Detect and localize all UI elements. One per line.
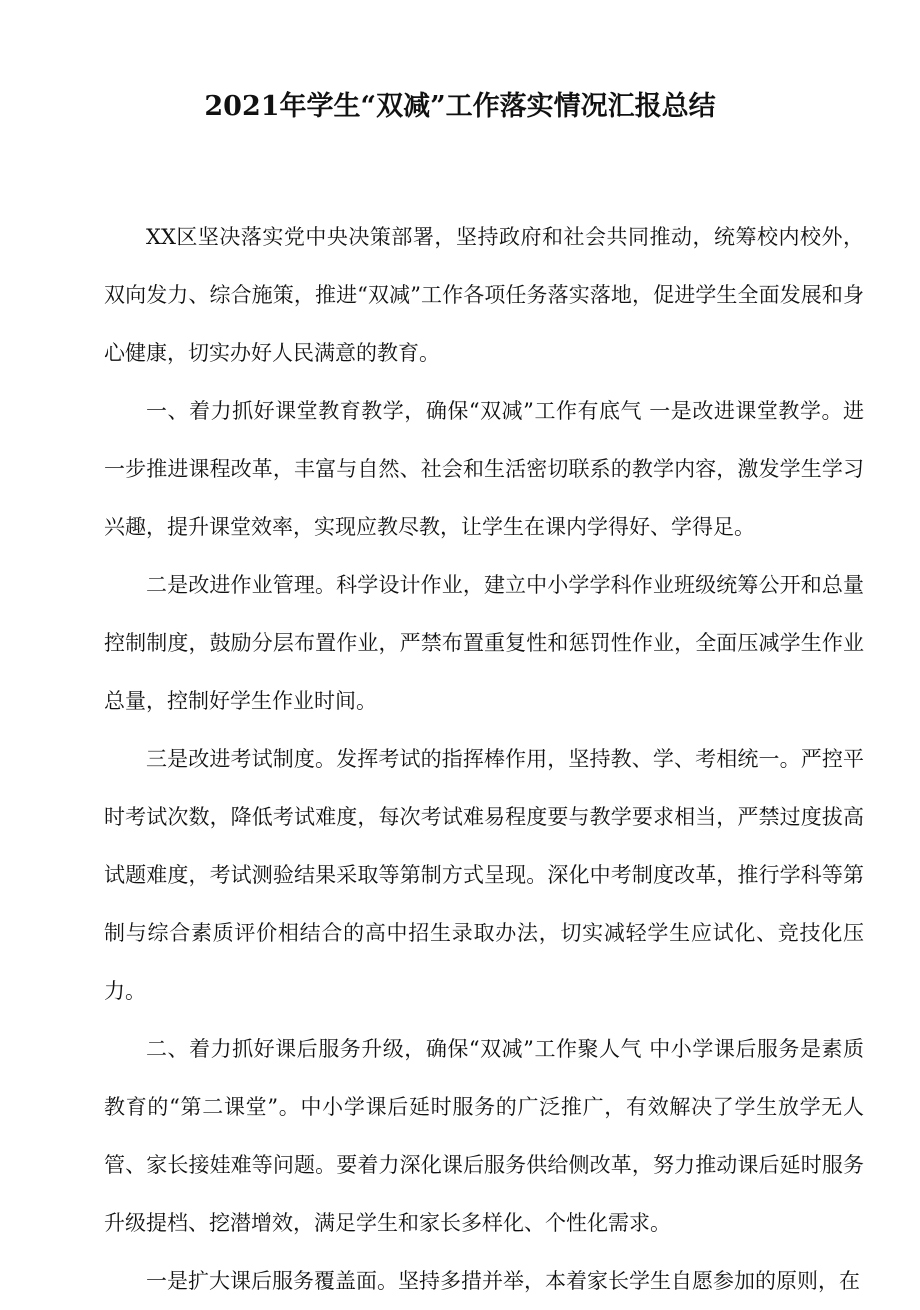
paragraph-intro: XX区坚决落实党中央决策部署，坚持政府和社会共同推动，统筹校内校外，双向发力、综合施策，推进“双减”工作各项任务落实落地，促进学生全面发展和身心健康，切实办好人民满意的教育。 bbox=[104, 225, 864, 365]
paragraph-homework: 二是改进作业管理。科学设计作业，建立中小学学科作业班级统筹公开和总量控制制度，鼓励分层布置作业，严禁布置重复性和惩罚性作业，全面压减学生作业总量，控制好学生作业时间。 bbox=[104, 573, 864, 713]
paragraph-exams: 三是改进考试制度。发挥考试的指挥棒作用，坚持教、学、考相统一。严控平时考试次数，降低考试难度，每次考试难易程度要与教学要求相当，严禁过度拔高试题难度，考试测验结果采取等第制方式呈现。深化中考制度改革，推行学科等第制与综合素质评价相结合的高中招生录取办法，切实减轻学生应试化、竞技化压力。 bbox=[104, 747, 864, 1003]
paragraph-after-school: 一是扩大课后服务覆盖面。坚持多措并举，本着家长学生自愿参加的原则，在 bbox=[146, 1269, 860, 1293]
paragraph-section-2: 二、着力抓好课后服务升级，确保“双减”工作聚人气 中小学课后服务是素质教育的“第二课堂”。中小学课后延时服务的广泛推广，有效解决了学生放学无人管、家长接娃难等问题。要着力深化课后服务供给侧改革，努力推动课后延时服务升级提档、挖潜增效，满足学生和家长多样化、个性化需求。 bbox=[104, 1037, 864, 1235]
paragraph-section-1: 一、着力抓好课堂教育教学，确保“双减”工作有底气 一是改进课堂教学。进一步推进课程改革，丰富与自然、社会和生活密切联系的教学内容，激发学生学习兴趣，提升课堂效率，实现应教尽教，让学生在课内学得好、学得足。 bbox=[104, 399, 864, 539]
document-title: 2021年学生“双减”工作落实情况汇报总结 bbox=[204, 91, 716, 122]
document-body bbox=[104, 208, 864, 1310]
